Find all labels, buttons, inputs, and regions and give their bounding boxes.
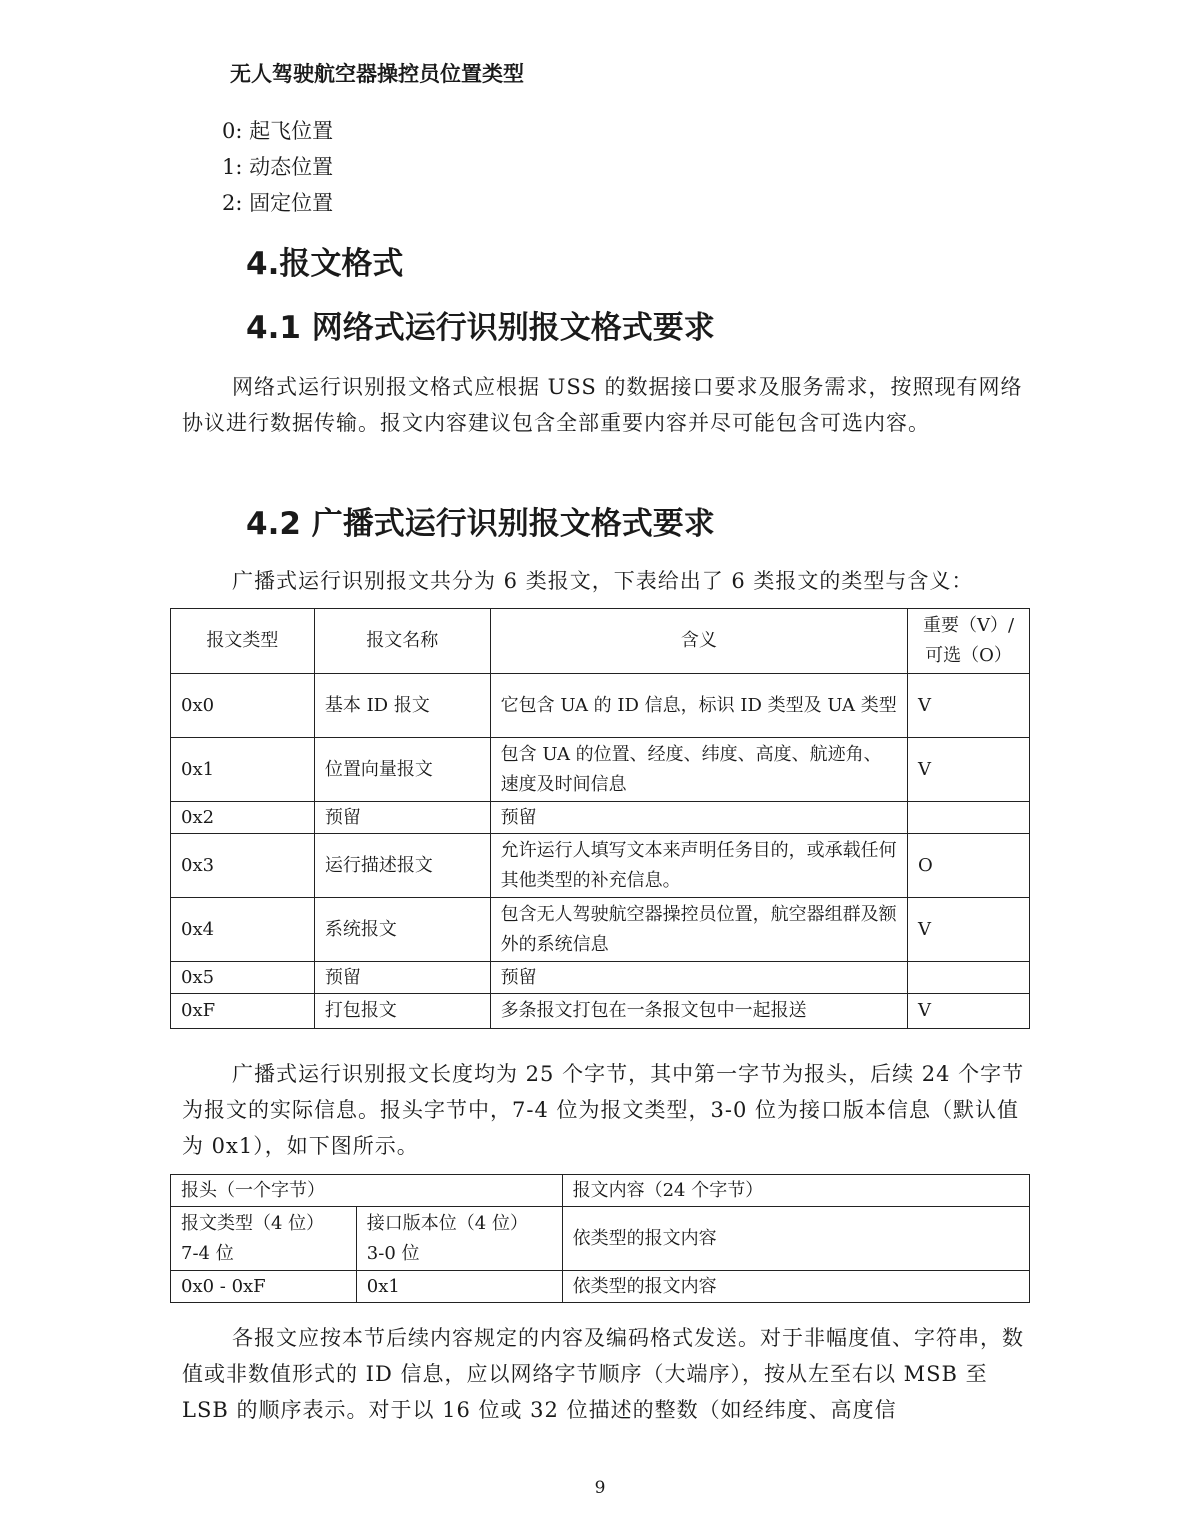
table-row xyxy=(171,994,1030,1029)
row-type: 0xF xyxy=(171,994,315,1029)
row-req: V xyxy=(908,674,1030,738)
version-bits-line2: 3-0 位 xyxy=(366,1242,420,1264)
row-type: 0x5 xyxy=(171,962,315,994)
head-byte-cell: 报头（一个字节） xyxy=(171,1175,563,1207)
row-type: 0x1 xyxy=(171,738,315,802)
section-4-2-title: 4.2 广播式运行识别报文格式要求 xyxy=(246,506,715,542)
row-meaning: 包含无人驾驶航空器操控员位置，航空器组群及额外的系统信息 xyxy=(490,898,907,962)
position-type-0: 0: 起飞位置 xyxy=(222,119,334,143)
row-meaning: 预留 xyxy=(490,962,907,994)
row-req: O xyxy=(908,834,1030,898)
byte-table-row xyxy=(171,1175,1030,1207)
row-req xyxy=(908,802,1030,834)
row-meaning: 预留 xyxy=(490,802,907,834)
header-req-o: 可选（O） xyxy=(925,645,1012,666)
byte-table-row xyxy=(171,1207,1030,1271)
message-type-table xyxy=(170,608,1030,1029)
section-4-title: 4.报文格式 xyxy=(246,246,404,282)
row-meaning: 包含 UA 的位置、经度、纬度、高度、航迹角、速度及时间信息 xyxy=(490,738,907,802)
table-row xyxy=(171,738,1030,802)
content-by-type-cell-2: 依类型的报文内容 xyxy=(562,1271,1029,1303)
byte-table-row xyxy=(171,1271,1030,1303)
row-meaning: 允许运行人填写文本来声明任务目的，或承载任何其他类型的补充信息。 xyxy=(490,834,907,898)
version-bits-line1: 接口版本位（4 位） xyxy=(366,1212,528,1234)
row-req: V xyxy=(908,738,1030,802)
type-range-cell: 0x0 - 0xF xyxy=(171,1271,357,1303)
table-row xyxy=(171,674,1030,738)
row-type: 0x2 xyxy=(171,802,315,834)
type-bits-line1: 报文类型（4 位） xyxy=(181,1212,325,1234)
table-row xyxy=(171,962,1030,994)
section-4-2-intro: 广播式运行识别报文共分为 6 类报文，下表给出了 6 类报文的类型与含义： xyxy=(232,569,974,593)
row-req xyxy=(908,962,1030,994)
content-by-type-cell: 依类型的报文内容 xyxy=(562,1207,1029,1271)
row-req: V xyxy=(908,898,1030,962)
encoding-paragraph: 各报文应按本节后续内容规定的内容及编码格式发送。对于非幅度值、字符串，数值或非数值形式的 ID 信息，应以网络字节顺序（大端序），按从左至右以 MSB 至 LSB 的顺序表示。对于以 16 位或 32 位描述的整数（如经纬度、高度信 xyxy=(182,1326,1024,1422)
table-row xyxy=(171,898,1030,962)
row-meaning: 多条报文打包在一条报文包中一起报送 xyxy=(490,994,907,1029)
header-byte-table xyxy=(170,1174,1030,1303)
row-name: 预留 xyxy=(314,962,490,994)
position-type-2: 2: 固定位置 xyxy=(222,191,334,215)
message-length-paragraph: 广播式运行识别报文长度均为 25 个字节，其中第一字节为报头，后续 24 个字节为报文的实际信息。报头字节中，7-4 位为报文类型，3-0 位为接口版本信息（默认值为 0x1），如下图所示。 xyxy=(182,1062,1025,1158)
version-value-cell: 0x1 xyxy=(356,1271,562,1303)
section-4-1-body: 网络式运行识别报文格式应根据 USS 的数据接口要求及服务需求，按照现有网络协议进行数据传输。报文内容建议包含全部重要内容并尽可能包含可选内容。 xyxy=(182,375,1023,435)
row-type: 0x0 xyxy=(171,674,315,738)
table-header-row xyxy=(171,609,1030,674)
row-type: 0x3 xyxy=(171,834,315,898)
content-bytes-cell: 报文内容（24 个字节） xyxy=(562,1175,1029,1207)
row-name: 基本 ID 报文 xyxy=(314,674,490,738)
header-type: 报文类型 xyxy=(171,609,315,674)
header-meaning: 含义 xyxy=(490,609,907,674)
row-name: 打包报文 xyxy=(314,994,490,1029)
page-number: 9 xyxy=(594,1478,606,1498)
section-4-1-title: 4.1 网络式运行识别报文格式要求 xyxy=(246,310,715,346)
row-name: 系统报文 xyxy=(314,898,490,962)
version-bits-cell xyxy=(356,1207,562,1271)
header-name: 报文名称 xyxy=(314,609,490,674)
table-row xyxy=(171,802,1030,834)
position-type-1: 1: 动态位置 xyxy=(222,155,334,179)
row-name: 位置向量报文 xyxy=(314,738,490,802)
row-meaning: 它包含 UA 的 ID 信息，标识 ID 类型及 UA 类型 xyxy=(490,674,907,738)
header-requirement xyxy=(908,609,1030,674)
row-name: 运行描述报文 xyxy=(314,834,490,898)
position-type-label: 无人驾驶航空器操控员位置类型 xyxy=(230,62,524,86)
table-row xyxy=(171,834,1030,898)
row-name: 预留 xyxy=(314,802,490,834)
type-bits-line2: 7-4 位 xyxy=(181,1242,234,1264)
header-req-v: 重要（V）/ xyxy=(922,615,1015,636)
row-req: V xyxy=(908,994,1030,1029)
type-bits-cell xyxy=(171,1207,357,1271)
row-type: 0x4 xyxy=(171,898,315,962)
